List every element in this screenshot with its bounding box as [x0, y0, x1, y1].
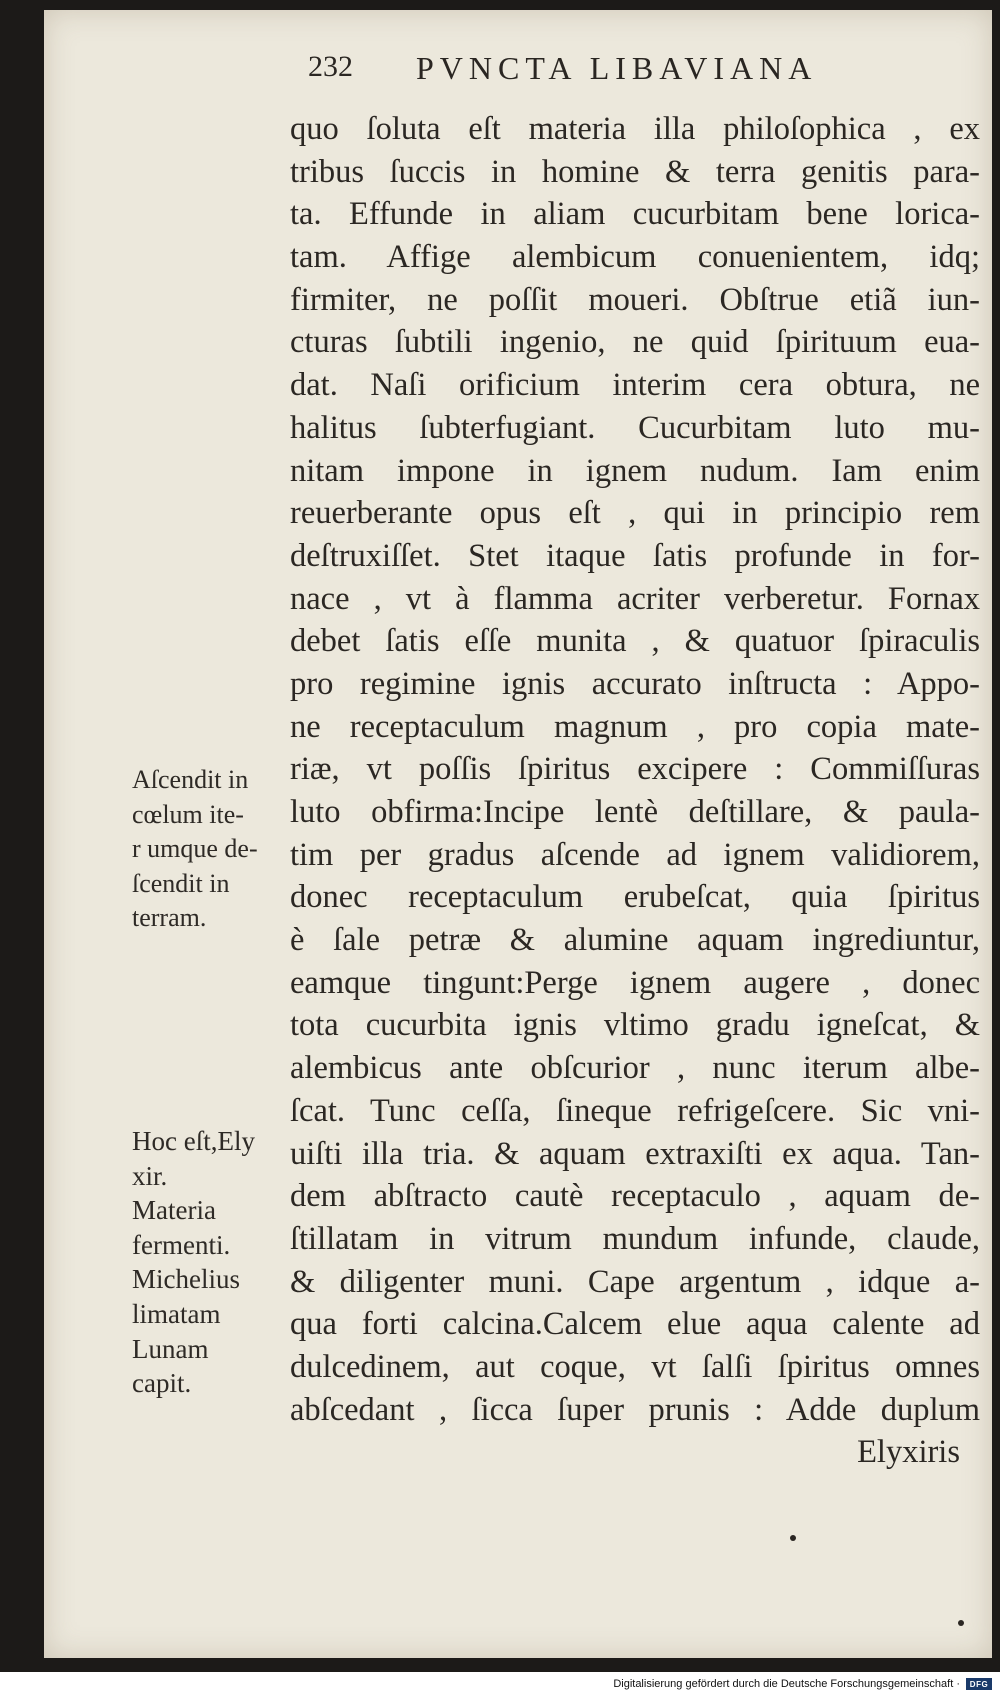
marginal-note-line: fermenti.: [132, 1229, 231, 1260]
page-header: [308, 50, 908, 100]
text-line: eamque tingunt:Perge ignem augere , donec: [290, 964, 980, 1001]
marginal-note-line: ſcendit in: [132, 868, 230, 898]
text-line: tota cucurbita ignis vltimo gradu igneſcat, &: [290, 1007, 980, 1044]
marginal-note-elyxir: [132, 1124, 292, 1401]
marginal-note-ascendit: [132, 763, 292, 936]
text-line: ne receptaculum magnum , pro copia mate-: [290, 708, 980, 745]
text-line: è ſale petræ & alumine aquam ingrediuntur,: [290, 922, 980, 959]
marginal-note-line: terram.: [132, 903, 207, 932]
text-line: dem abſtracto cautè receptaculo , aquam de-: [290, 1178, 980, 1215]
marginal-note-line: cœlum ite-: [132, 799, 244, 829]
marginal-note-line: Aſcendit in: [132, 765, 249, 794]
marginal-note-line: Hoc eſt,Ely: [132, 1126, 255, 1156]
text-line: deſtruxiſſet. Stet itaque ſatis profunde in for-: [290, 537, 980, 574]
digitization-footer: [613, 1674, 992, 1694]
marginal-note-line: Michelius: [132, 1264, 240, 1295]
catchword: Elyxiris: [857, 1434, 960, 1471]
text-line: quo ſoluta eſt materia illa philoſophica , ex: [290, 111, 980, 147]
text-line: halitus ſubterfugiant. Cucurbitam luto mu-: [290, 409, 980, 446]
dfg-logo-icon: DFG: [966, 1678, 992, 1690]
text-line: tribus ſuccis in homine & terra genitis para-: [290, 153, 980, 190]
text-line: debet ſatis eſſe munita , & quatuor ſpiraculis: [290, 623, 980, 660]
text-line: firmiter, ne poſſit moueri. Obſtrue etiã iun-: [290, 281, 980, 318]
text-line: tim per gradus aſcende ad ignem validiorem,: [290, 836, 980, 873]
text-line: tam. Affige alembicum conuenientem, idq;: [290, 239, 980, 276]
digitization-note: Digitalisierung gefördert durch die Deutsche Forschungsgemeinschaft ·: [613, 1678, 960, 1690]
marginal-note-line: limatam: [132, 1298, 221, 1329]
text-line: cturas ſubtili ingenio, ne quid ſpirituum eua-: [290, 324, 980, 361]
text-line: alembicus ante obſcurior , nunc iterum albe-: [290, 1050, 980, 1087]
text-line: nace , vt à flamma acriter verberetur. Fornax: [290, 580, 980, 617]
marginal-note-line: Materia: [132, 1195, 216, 1226]
ink-spot: [790, 1535, 796, 1541]
text-line: dulcedinem, aut coque, vt ſalſi ſpiritus omnes: [290, 1348, 980, 1385]
text-line: ta. Effunde in aliam cucurbitam bene lorica-: [290, 196, 980, 233]
text-line: qua forti calcina.Calcem elue aqua calente ad: [290, 1306, 980, 1343]
ink-spot: [958, 1620, 964, 1626]
text-line: ſcat. Tunc ceſſa, ſineque refrigeſcere. Sic vni-: [290, 1092, 980, 1129]
marginal-note-line: capit.: [132, 1368, 192, 1399]
text-line: donec receptaculum erubeſcat, quia ſpiritus: [290, 879, 980, 916]
text-line: luto obfirma:Incipe lentè deſtillare, & paula-: [290, 794, 980, 830]
marginal-note-line: xir.: [132, 1160, 168, 1191]
text-line: & diligenter muni. Cape argentum , idque a-: [290, 1263, 980, 1300]
text-line: uiſti illa tria. & aquam extraxiſti ex aqua. Tan-: [290, 1135, 980, 1172]
text-line: ſtillatam in vitrum mundum infunde, claude,: [290, 1220, 980, 1257]
text-line: nitam impone in ignem nudum. Iam enim: [290, 452, 980, 489]
marginal-note-line: r umque de-: [132, 834, 258, 863]
text-line: reuerberante opus eſt , qui in principio rem: [290, 495, 980, 532]
text-line: riæ, vt poſſis ſpiritus excipere : Commiſſuras: [290, 751, 980, 788]
text-line: dat. Naſi orificium interim cera obtura, ne: [290, 367, 980, 404]
main-text-block: [290, 108, 980, 1474]
page-number: 232: [308, 50, 353, 83]
text-line: abſcedant , ſicca ſuper prunis : Adde duplum: [290, 1391, 980, 1428]
text-line: pro regimine ignis accurato inſtructa : Appo-: [290, 665, 980, 702]
marginal-note-line: Lunam: [132, 1333, 209, 1364]
running-head: PVNCTA LIBAVIANA: [416, 50, 818, 86]
